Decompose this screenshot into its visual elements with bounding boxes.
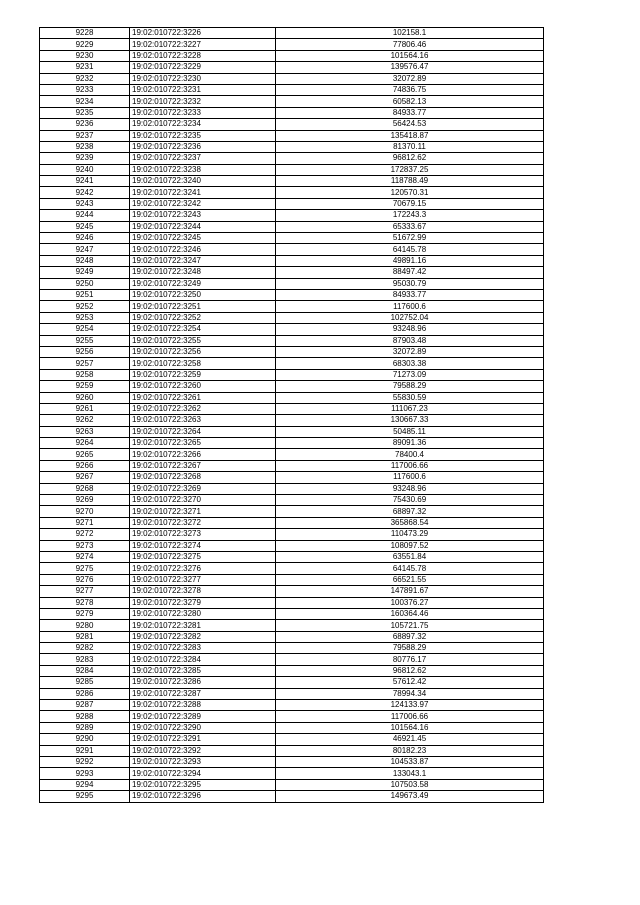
cadastral-number-cell: 19:02:010722:3263	[130, 415, 276, 426]
amount-cell: 49891.16	[276, 255, 544, 266]
table-row	[40, 289, 544, 300]
amount-cell: 100376.27	[276, 597, 544, 608]
table-row	[40, 586, 544, 597]
amount-cell: 79588.29	[276, 381, 544, 392]
row-number-cell: 9266	[40, 460, 130, 471]
amount-cell: 51672.99	[276, 233, 544, 244]
row-number-cell: 9247	[40, 244, 130, 255]
row-number-cell: 9235	[40, 107, 130, 118]
amount-cell: 111067.23	[276, 403, 544, 414]
table-row	[40, 28, 544, 39]
table-row	[40, 255, 544, 266]
row-number-cell: 9254	[40, 324, 130, 335]
amount-cell: 96812.62	[276, 665, 544, 676]
row-number-cell: 9264	[40, 438, 130, 449]
row-number-cell: 9230	[40, 50, 130, 61]
row-number-cell: 9287	[40, 700, 130, 711]
table-row	[40, 517, 544, 528]
table-row	[40, 460, 544, 471]
cadastral-number-cell: 19:02:010722:3238	[130, 164, 276, 175]
table-row	[40, 734, 544, 745]
table-row	[40, 324, 544, 335]
cadastral-number-cell: 19:02:010722:3231	[130, 84, 276, 95]
table-body	[40, 28, 544, 803]
amount-cell: 101564.16	[276, 722, 544, 733]
table-row	[40, 358, 544, 369]
amount-cell: 65333.67	[276, 221, 544, 232]
row-number-cell: 9263	[40, 426, 130, 437]
amount-cell: 147891.67	[276, 586, 544, 597]
amount-cell: 80182.23	[276, 745, 544, 756]
cadastral-number-cell: 19:02:010722:3259	[130, 369, 276, 380]
table-row	[40, 551, 544, 562]
row-number-cell: 9242	[40, 187, 130, 198]
amount-cell: 120570.31	[276, 187, 544, 198]
cadastral-number-cell: 19:02:010722:3281	[130, 620, 276, 631]
row-number-cell: 9295	[40, 791, 130, 802]
row-number-cell: 9257	[40, 358, 130, 369]
row-number-cell: 9276	[40, 574, 130, 585]
amount-cell: 55830.59	[276, 392, 544, 403]
row-number-cell: 9278	[40, 597, 130, 608]
amount-cell: 79588.29	[276, 643, 544, 654]
row-number-cell: 9277	[40, 586, 130, 597]
table-row	[40, 267, 544, 278]
table-row	[40, 608, 544, 619]
row-number-cell: 9283	[40, 654, 130, 665]
cadastral-number-cell: 19:02:010722:3252	[130, 312, 276, 323]
cadastral-number-cell: 19:02:010722:3289	[130, 711, 276, 722]
table-row	[40, 278, 544, 289]
cadastral-number-cell: 19:02:010722:3292	[130, 745, 276, 756]
amount-cell: 46921.45	[276, 734, 544, 745]
row-number-cell: 9292	[40, 757, 130, 768]
row-number-cell: 9246	[40, 233, 130, 244]
row-number-cell: 9236	[40, 119, 130, 130]
cadastral-number-cell: 19:02:010722:3287	[130, 688, 276, 699]
cadastral-number-cell: 19:02:010722:3270	[130, 495, 276, 506]
cadastral-number-cell: 19:02:010722:3237	[130, 153, 276, 164]
amount-cell: 78400.4	[276, 449, 544, 460]
amount-cell: 56424.53	[276, 119, 544, 130]
amount-cell: 75430.69	[276, 495, 544, 506]
cadastral-number-cell: 19:02:010722:3266	[130, 449, 276, 460]
table-row	[40, 130, 544, 141]
amount-cell: 64145.78	[276, 244, 544, 255]
amount-cell: 93248.96	[276, 324, 544, 335]
cadastral-number-cell: 19:02:010722:3273	[130, 529, 276, 540]
row-number-cell: 9243	[40, 198, 130, 209]
amount-cell: 57612.42	[276, 677, 544, 688]
cadastral-number-cell: 19:02:010722:3250	[130, 289, 276, 300]
table-row	[40, 210, 544, 221]
cadastral-number-cell: 19:02:010722:3240	[130, 176, 276, 187]
row-number-cell: 9233	[40, 84, 130, 95]
cadastral-number-cell: 19:02:010722:3276	[130, 563, 276, 574]
cadastral-number-cell: 19:02:010722:3279	[130, 597, 276, 608]
cadastral-number-cell: 19:02:010722:3296	[130, 791, 276, 802]
table-row	[40, 415, 544, 426]
cadastral-number-cell: 19:02:010722:3286	[130, 677, 276, 688]
data-table	[39, 27, 544, 803]
cadastral-number-cell: 19:02:010722:3275	[130, 551, 276, 562]
row-number-cell: 9262	[40, 415, 130, 426]
table-row	[40, 563, 544, 574]
amount-cell: 68897.32	[276, 506, 544, 517]
table-row	[40, 506, 544, 517]
amount-cell: 110473.29	[276, 529, 544, 540]
row-number-cell: 9289	[40, 722, 130, 733]
row-number-cell: 9294	[40, 779, 130, 790]
table-row	[40, 119, 544, 130]
amount-cell: 81370.11	[276, 141, 544, 152]
row-number-cell: 9239	[40, 153, 130, 164]
amount-cell: 74836.75	[276, 84, 544, 95]
table-row	[40, 449, 544, 460]
table-row	[40, 779, 544, 790]
row-number-cell: 9282	[40, 643, 130, 654]
cadastral-number-cell: 19:02:010722:3284	[130, 654, 276, 665]
cadastral-number-cell: 19:02:010722:3278	[130, 586, 276, 597]
cadastral-number-cell: 19:02:010722:3235	[130, 130, 276, 141]
table-row	[40, 107, 544, 118]
row-number-cell: 9248	[40, 255, 130, 266]
amount-cell: 102752.04	[276, 312, 544, 323]
table-row	[40, 643, 544, 654]
table-row	[40, 153, 544, 164]
table-row	[40, 791, 544, 802]
row-number-cell: 9290	[40, 734, 130, 745]
table-row	[40, 529, 544, 540]
row-number-cell: 9245	[40, 221, 130, 232]
cadastral-number-cell: 19:02:010722:3230	[130, 73, 276, 84]
amount-cell: 102158.1	[276, 28, 544, 39]
table-row	[40, 722, 544, 733]
cadastral-number-cell: 19:02:010722:3241	[130, 187, 276, 198]
table-row	[40, 141, 544, 152]
cadastral-number-cell: 19:02:010722:3285	[130, 665, 276, 676]
amount-cell: 84933.77	[276, 107, 544, 118]
cadastral-number-cell: 19:02:010722:3251	[130, 301, 276, 312]
cadastral-number-cell: 19:02:010722:3254	[130, 324, 276, 335]
table-row	[40, 620, 544, 631]
cadastral-number-cell: 19:02:010722:3226	[130, 28, 276, 39]
cadastral-number-cell: 19:02:010722:3280	[130, 608, 276, 619]
cadastral-number-cell: 19:02:010722:3246	[130, 244, 276, 255]
table-row	[40, 369, 544, 380]
table-row	[40, 768, 544, 779]
amount-cell: 160364.46	[276, 608, 544, 619]
cadastral-number-cell: 19:02:010722:3288	[130, 700, 276, 711]
table-row	[40, 540, 544, 551]
amount-cell: 89091.36	[276, 438, 544, 449]
cadastral-number-cell: 19:02:010722:3248	[130, 267, 276, 278]
row-number-cell: 9285	[40, 677, 130, 688]
table-row	[40, 472, 544, 483]
row-number-cell: 9229	[40, 39, 130, 50]
table-row	[40, 381, 544, 392]
row-number-cell: 9258	[40, 369, 130, 380]
amount-cell: 108097.52	[276, 540, 544, 551]
cadastral-number-cell: 19:02:010722:3229	[130, 62, 276, 73]
amount-cell: 78994.34	[276, 688, 544, 699]
row-number-cell: 9238	[40, 141, 130, 152]
amount-cell: 68303.38	[276, 358, 544, 369]
amount-cell: 93248.96	[276, 483, 544, 494]
amount-cell: 104533.87	[276, 757, 544, 768]
amount-cell: 365868.54	[276, 517, 544, 528]
row-number-cell: 9265	[40, 449, 130, 460]
amount-cell: 107503.58	[276, 779, 544, 790]
cadastral-number-cell: 19:02:010722:3232	[130, 96, 276, 107]
row-number-cell: 9273	[40, 540, 130, 551]
row-number-cell: 9232	[40, 73, 130, 84]
cadastral-number-cell: 19:02:010722:3265	[130, 438, 276, 449]
cadastral-number-cell: 19:02:010722:3243	[130, 210, 276, 221]
cadastral-number-cell: 19:02:010722:3247	[130, 255, 276, 266]
row-number-cell: 9241	[40, 176, 130, 187]
cadastral-number-cell: 19:02:010722:3234	[130, 119, 276, 130]
table-row	[40, 631, 544, 642]
table-row	[40, 574, 544, 585]
table-row	[40, 495, 544, 506]
row-number-cell: 9259	[40, 381, 130, 392]
amount-cell: 63551.84	[276, 551, 544, 562]
table-row	[40, 39, 544, 50]
row-number-cell: 9274	[40, 551, 130, 562]
row-number-cell: 9279	[40, 608, 130, 619]
amount-cell: 96812.62	[276, 153, 544, 164]
row-number-cell: 9286	[40, 688, 130, 699]
table-row	[40, 346, 544, 357]
amount-cell: 133043.1	[276, 768, 544, 779]
cadastral-number-cell: 19:02:010722:3294	[130, 768, 276, 779]
row-number-cell: 9270	[40, 506, 130, 517]
cadastral-number-cell: 19:02:010722:3274	[130, 540, 276, 551]
amount-cell: 32072.89	[276, 346, 544, 357]
amount-cell: 139576.47	[276, 62, 544, 73]
row-number-cell: 9293	[40, 768, 130, 779]
row-number-cell: 9255	[40, 335, 130, 346]
amount-cell: 117600.6	[276, 472, 544, 483]
amount-cell: 60582.13	[276, 96, 544, 107]
amount-cell: 64145.78	[276, 563, 544, 574]
cadastral-number-cell: 19:02:010722:3245	[130, 233, 276, 244]
amount-cell: 71273.09	[276, 369, 544, 380]
amount-cell: 105721.75	[276, 620, 544, 631]
cadastral-number-cell: 19:02:010722:3267	[130, 460, 276, 471]
amount-cell: 50485.11	[276, 426, 544, 437]
amount-cell: 172837.25	[276, 164, 544, 175]
table-row	[40, 187, 544, 198]
amount-cell: 124133.97	[276, 700, 544, 711]
amount-cell: 68897.32	[276, 631, 544, 642]
row-number-cell: 9281	[40, 631, 130, 642]
cadastral-number-cell: 19:02:010722:3249	[130, 278, 276, 289]
table-row	[40, 164, 544, 175]
cadastral-number-cell: 19:02:010722:3236	[130, 141, 276, 152]
row-number-cell: 9250	[40, 278, 130, 289]
table-row	[40, 403, 544, 414]
table-row	[40, 73, 544, 84]
cadastral-number-cell: 19:02:010722:3261	[130, 392, 276, 403]
amount-cell: 87903.48	[276, 335, 544, 346]
row-number-cell: 9260	[40, 392, 130, 403]
table-row	[40, 96, 544, 107]
amount-cell: 77806.46	[276, 39, 544, 50]
cadastral-number-cell: 19:02:010722:3264	[130, 426, 276, 437]
table-row	[40, 84, 544, 95]
cadastral-number-cell: 19:02:010722:3228	[130, 50, 276, 61]
table-row	[40, 700, 544, 711]
row-number-cell: 9253	[40, 312, 130, 323]
row-number-cell: 9256	[40, 346, 130, 357]
row-number-cell: 9251	[40, 289, 130, 300]
table-row	[40, 301, 544, 312]
cadastral-number-cell: 19:02:010722:3255	[130, 335, 276, 346]
cadastral-number-cell: 19:02:010722:3256	[130, 346, 276, 357]
table-row	[40, 312, 544, 323]
row-number-cell: 9234	[40, 96, 130, 107]
row-number-cell: 9249	[40, 267, 130, 278]
amount-cell: 88497.42	[276, 267, 544, 278]
amount-cell: 117006.66	[276, 711, 544, 722]
cadastral-number-cell: 19:02:010722:3271	[130, 506, 276, 517]
cadastral-number-cell: 19:02:010722:3291	[130, 734, 276, 745]
table-row	[40, 597, 544, 608]
amount-cell: 70679.15	[276, 198, 544, 209]
row-number-cell: 9240	[40, 164, 130, 175]
table-row	[40, 654, 544, 665]
amount-cell: 80776.17	[276, 654, 544, 665]
table-row	[40, 688, 544, 699]
table-row	[40, 665, 544, 676]
row-number-cell: 9228	[40, 28, 130, 39]
row-number-cell: 9291	[40, 745, 130, 756]
row-number-cell: 9284	[40, 665, 130, 676]
table-row	[40, 50, 544, 61]
cadastral-number-cell: 19:02:010722:3293	[130, 757, 276, 768]
amount-cell: 135418.87	[276, 130, 544, 141]
cadastral-number-cell: 19:02:010722:3244	[130, 221, 276, 232]
row-number-cell: 9269	[40, 495, 130, 506]
table-row	[40, 745, 544, 756]
row-number-cell: 9237	[40, 130, 130, 141]
row-number-cell: 9261	[40, 403, 130, 414]
row-number-cell: 9244	[40, 210, 130, 221]
table-row	[40, 392, 544, 403]
amount-cell: 84933.77	[276, 289, 544, 300]
amount-cell: 117600.6	[276, 301, 544, 312]
table-row	[40, 198, 544, 209]
cadastral-number-cell: 19:02:010722:3290	[130, 722, 276, 733]
table-row	[40, 757, 544, 768]
table-row	[40, 426, 544, 437]
row-number-cell: 9268	[40, 483, 130, 494]
row-number-cell: 9280	[40, 620, 130, 631]
table-row	[40, 483, 544, 494]
amount-cell: 149673.49	[276, 791, 544, 802]
table-row	[40, 438, 544, 449]
table-row	[40, 677, 544, 688]
amount-cell: 118788.49	[276, 176, 544, 187]
cadastral-number-cell: 19:02:010722:3268	[130, 472, 276, 483]
cadastral-number-cell: 19:02:010722:3283	[130, 643, 276, 654]
amount-cell: 32072.89	[276, 73, 544, 84]
cadastral-number-cell: 19:02:010722:3272	[130, 517, 276, 528]
table-row	[40, 62, 544, 73]
table-row	[40, 221, 544, 232]
row-number-cell: 9275	[40, 563, 130, 574]
cadastral-number-cell: 19:02:010722:3282	[130, 631, 276, 642]
row-number-cell: 9231	[40, 62, 130, 73]
amount-cell: 66521.55	[276, 574, 544, 585]
cadastral-number-cell: 19:02:010722:3262	[130, 403, 276, 414]
table-row	[40, 711, 544, 722]
cadastral-number-cell: 19:02:010722:3242	[130, 198, 276, 209]
amount-cell: 130667.33	[276, 415, 544, 426]
row-number-cell: 9271	[40, 517, 130, 528]
amount-cell: 95030.79	[276, 278, 544, 289]
cadastral-number-cell: 19:02:010722:3277	[130, 574, 276, 585]
row-number-cell: 9252	[40, 301, 130, 312]
row-number-cell: 9272	[40, 529, 130, 540]
amount-cell: 117006.66	[276, 460, 544, 471]
cadastral-number-cell: 19:02:010722:3258	[130, 358, 276, 369]
table-row	[40, 176, 544, 187]
amount-cell: 172243.3	[276, 210, 544, 221]
row-number-cell: 9288	[40, 711, 130, 722]
row-number-cell: 9267	[40, 472, 130, 483]
cadastral-number-cell: 19:02:010722:3269	[130, 483, 276, 494]
cadastral-number-cell: 19:02:010722:3227	[130, 39, 276, 50]
amount-cell: 101564.16	[276, 50, 544, 61]
table-row	[40, 335, 544, 346]
table-row	[40, 244, 544, 255]
table-row	[40, 233, 544, 244]
cadastral-number-cell: 19:02:010722:3295	[130, 779, 276, 790]
cadastral-number-cell: 19:02:010722:3260	[130, 381, 276, 392]
cadastral-number-cell: 19:02:010722:3233	[130, 107, 276, 118]
